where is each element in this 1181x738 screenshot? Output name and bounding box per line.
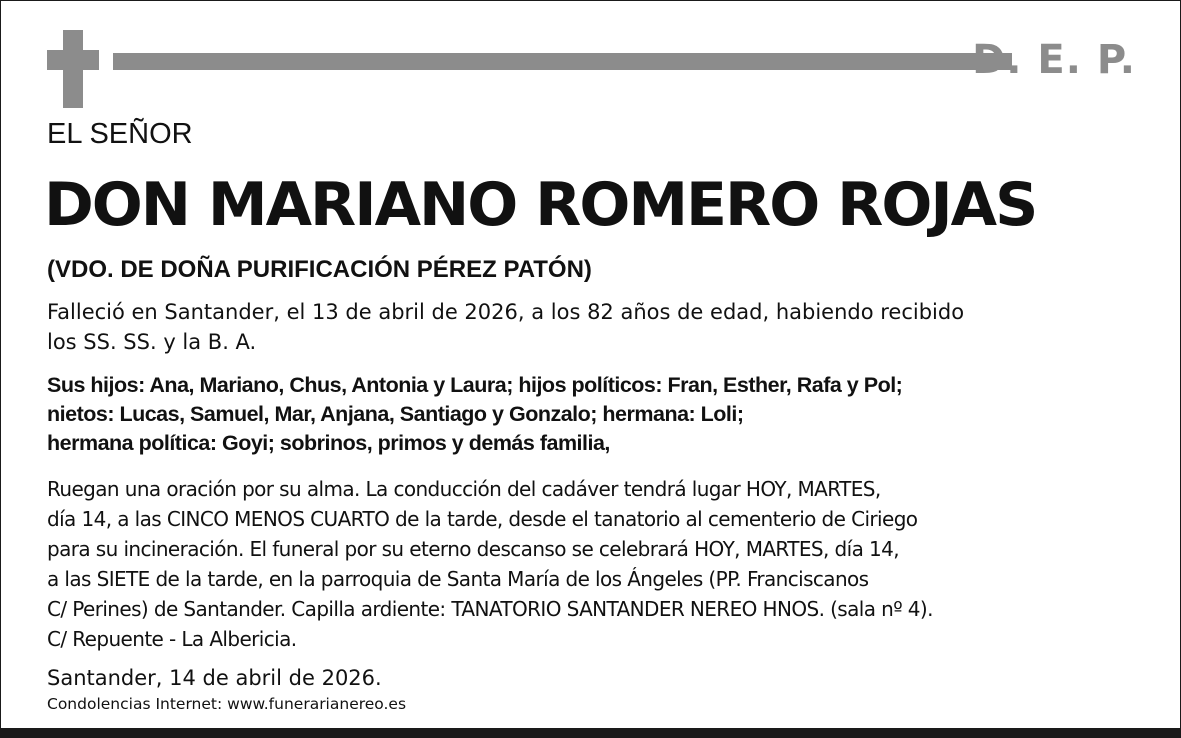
dep-label: D. E. P. xyxy=(972,37,1136,83)
condolences-line: Condolencias Internet: www.funerarianereo.es xyxy=(47,695,407,713)
deceased-name: DON MARIANO ROMERO ROJAS xyxy=(44,170,1037,240)
family-list: Sus hijos: Ana, Mariano, Chus, Antonia y Laura; hijos políticos: Fran, Esther, Rafa y Pol; nietos: Lucas, Samuel, Mar, Anjana, Santiago y Gonzalo; hermana: Loli; hermana política: Goyi; sobrinos, primos y demás familia, xyxy=(47,373,903,455)
title-label: EL SEÑOR xyxy=(47,118,193,150)
widower-note: (VDO. DE DOÑA PURIFICACIÓN PÉREZ PATÓN) xyxy=(47,256,592,283)
bottom-border xyxy=(0,728,1181,738)
cross-icon xyxy=(47,30,99,108)
header-rule xyxy=(113,53,1012,70)
ceremony-details: Ruegan una oración por su alma. La conducción del cadáver tendrá lugar HOY, MARTES, día 14, a las CINCO MENOS CUARTO de la tarde, desde el tanatorio al cementerio de Ciriego para su incineración. El funeral por su eterno descanso se celebrará HOY, MARTES, día 14, a las SIETE de la tarde, en la parroquia de Santa María de los Ángeles (PP. Franciscanos C/ Perines) de Santander. Capilla ardiente: TANATORIO SANTANDER NEREO HNOS. (sala nº 4). C/ Repuente - La Albericia. xyxy=(47,477,933,651)
death-notice: Falleció en Santander, el 13 de abril de 2026, a los 82 años de edad, habiendo recibido los SS. SS. y la B. A. xyxy=(47,300,965,354)
place-date: Santander, 14 de abril de 2026. xyxy=(47,666,382,690)
